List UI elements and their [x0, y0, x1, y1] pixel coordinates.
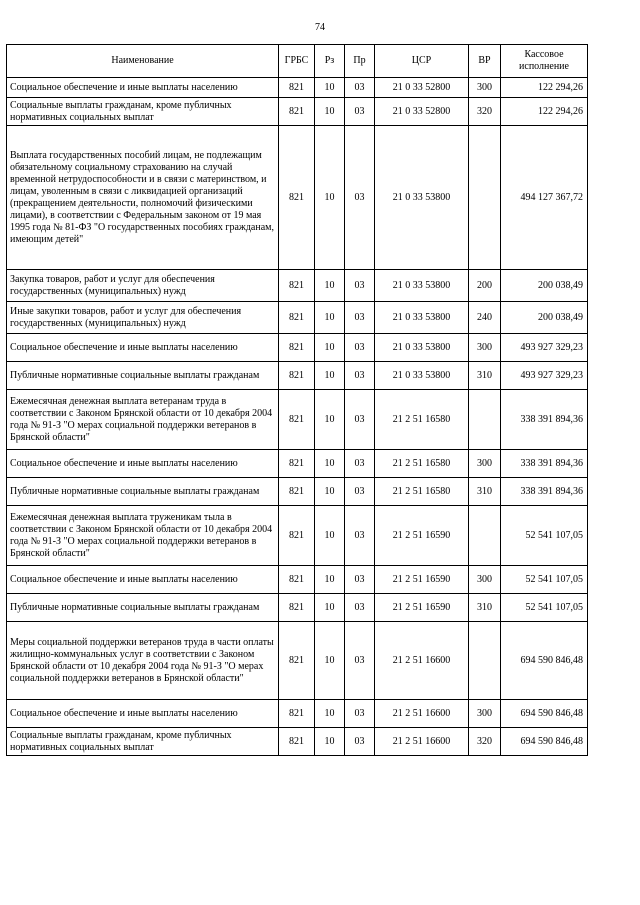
- row-pr: 03: [345, 728, 375, 756]
- row-grbs: 821: [279, 566, 315, 594]
- row-csr: 21 0 33 53800: [375, 126, 469, 270]
- table-row: [7, 566, 588, 594]
- column-header-grbs: ГРБС: [279, 45, 315, 78]
- row-vr: 300: [469, 700, 501, 728]
- budget-table: [6, 44, 588, 756]
- table-row: [7, 302, 588, 334]
- table-row: [7, 270, 588, 302]
- row-vr: 300: [469, 566, 501, 594]
- row-vr: 300: [469, 450, 501, 478]
- row-pr: 03: [345, 270, 375, 302]
- row-grbs: 821: [279, 700, 315, 728]
- row-amount: 338 391 894,36: [501, 390, 588, 450]
- column-header-name: Наименование: [7, 45, 279, 78]
- row-csr: 21 2 51 16590: [375, 566, 469, 594]
- row-name: Социальное обеспечение и иные выплаты населению: [7, 78, 279, 98]
- row-rz: 10: [315, 334, 345, 362]
- table-row: [7, 78, 588, 98]
- row-amount: 694 590 846,48: [501, 700, 588, 728]
- table-row: [7, 390, 588, 450]
- row-pr: 03: [345, 594, 375, 622]
- row-pr: 03: [345, 566, 375, 594]
- row-pr: 03: [345, 362, 375, 390]
- table-row: [7, 334, 588, 362]
- row-csr: 21 2 51 16590: [375, 506, 469, 566]
- row-rz: 10: [315, 98, 345, 126]
- table-row: [7, 362, 588, 390]
- row-csr: 21 0 33 52800: [375, 98, 469, 126]
- row-rz: 10: [315, 478, 345, 506]
- row-amount: 694 590 846,48: [501, 728, 588, 756]
- table-header-row: [7, 45, 588, 78]
- row-pr: 03: [345, 98, 375, 126]
- row-rz: 10: [315, 390, 345, 450]
- table-row: [7, 728, 588, 756]
- row-amount: 338 391 894,36: [501, 478, 588, 506]
- row-amount: 694 590 846,48: [501, 622, 588, 700]
- row-amount: 52 541 107,05: [501, 594, 588, 622]
- row-grbs: 821: [279, 478, 315, 506]
- column-header-amount-line2: исполнение: [519, 61, 569, 72]
- column-header-csr: ЦСР: [375, 45, 469, 78]
- row-csr: 21 2 51 16600: [375, 700, 469, 728]
- row-name: Социальное обеспечение и иные выплаты населению: [7, 566, 279, 594]
- row-pr: 03: [345, 700, 375, 728]
- row-vr: [469, 126, 501, 270]
- page-number: 74: [315, 22, 325, 33]
- row-name: Публичные нормативные социальные выплаты гражданам: [7, 594, 279, 622]
- row-rz: 10: [315, 302, 345, 334]
- row-amount: 122 294,26: [501, 78, 588, 98]
- row-grbs: 821: [279, 728, 315, 756]
- row-amount: 493 927 329,23: [501, 362, 588, 390]
- row-vr: [469, 622, 501, 700]
- row-csr: 21 2 51 16600: [375, 728, 469, 756]
- table-row: [7, 98, 588, 126]
- row-name: Публичные нормативные социальные выплаты гражданам: [7, 478, 279, 506]
- row-grbs: 821: [279, 450, 315, 478]
- row-name: Выплата государственных пособий лицам, не подлежащим обязательному социальному страхованию на случай временной нетрудоспособности и в связи с материнством, и лицам, уволенным в связи с ликвидацией организаций (прекращением деятельности, полномочий физическими лицами), в соответствии с Федеральным законом от 19 мая 1995 года № 81-ФЗ "О государственных пособиях гражданам, имеющим детей": [7, 126, 279, 270]
- column-header-rz: Рз: [315, 45, 345, 78]
- row-amount: 200 038,49: [501, 302, 588, 334]
- row-csr: 21 2 51 16580: [375, 478, 469, 506]
- column-header-pr: Пр: [345, 45, 375, 78]
- row-name: Ежемесячная денежная выплата ветеранам труда в соответствии с Законом Брянской области от 10 декабря 2004 года № 91-З "О мерах социальной поддержки ветеранов в Брянской области": [7, 390, 279, 450]
- row-pr: 03: [345, 126, 375, 270]
- row-vr: 310: [469, 362, 501, 390]
- row-rz: 10: [315, 700, 345, 728]
- row-pr: 03: [345, 390, 375, 450]
- row-vr: 200: [469, 270, 501, 302]
- row-grbs: 821: [279, 362, 315, 390]
- table-row: [7, 450, 588, 478]
- row-vr: [469, 506, 501, 566]
- row-name: Социальное обеспечение и иные выплаты населению: [7, 450, 279, 478]
- row-csr: 21 2 51 16600: [375, 622, 469, 700]
- row-grbs: 821: [279, 390, 315, 450]
- row-rz: 10: [315, 78, 345, 98]
- row-vr: 310: [469, 478, 501, 506]
- row-rz: 10: [315, 270, 345, 302]
- row-csr: 21 2 51 16580: [375, 390, 469, 450]
- row-pr: 03: [345, 302, 375, 334]
- row-amount: 493 927 329,23: [501, 334, 588, 362]
- row-csr: 21 0 33 53800: [375, 270, 469, 302]
- table-row: [7, 700, 588, 728]
- row-rz: 10: [315, 362, 345, 390]
- row-name: Социальное обеспечение и иные выплаты населению: [7, 334, 279, 362]
- row-rz: 10: [315, 450, 345, 478]
- row-vr: 240: [469, 302, 501, 334]
- row-grbs: 821: [279, 126, 315, 270]
- row-grbs: 821: [279, 302, 315, 334]
- row-vr: 300: [469, 334, 501, 362]
- row-vr: 320: [469, 98, 501, 126]
- row-grbs: 821: [279, 270, 315, 302]
- column-header-amount: [501, 45, 588, 78]
- row-csr: 21 2 51 16580: [375, 450, 469, 478]
- row-pr: 03: [345, 450, 375, 478]
- row-amount: 52 541 107,05: [501, 566, 588, 594]
- row-rz: 10: [315, 622, 345, 700]
- row-name: Социальное обеспечение и иные выплаты населению: [7, 700, 279, 728]
- row-pr: 03: [345, 478, 375, 506]
- row-pr: 03: [345, 334, 375, 362]
- row-csr: 21 0 33 52800: [375, 78, 469, 98]
- row-name: Социальные выплаты гражданам, кроме публичных нормативных социальных выплат: [7, 728, 279, 756]
- row-csr: 21 0 33 53800: [375, 362, 469, 390]
- row-pr: 03: [345, 78, 375, 98]
- row-grbs: 821: [279, 98, 315, 126]
- row-rz: 10: [315, 566, 345, 594]
- row-csr: 21 2 51 16590: [375, 594, 469, 622]
- row-grbs: 821: [279, 622, 315, 700]
- table-row: [7, 126, 588, 270]
- table-body: [7, 78, 588, 756]
- row-amount: 338 391 894,36: [501, 450, 588, 478]
- table-row: [7, 506, 588, 566]
- table-row: [7, 478, 588, 506]
- row-name: Социальные выплаты гражданам, кроме публичных нормативных социальных выплат: [7, 98, 279, 126]
- row-vr: 300: [469, 78, 501, 98]
- row-vr: [469, 390, 501, 450]
- row-grbs: 821: [279, 334, 315, 362]
- row-csr: 21 0 33 53800: [375, 334, 469, 362]
- column-header-amount-line1: Кассовое: [524, 49, 564, 60]
- row-rz: 10: [315, 506, 345, 566]
- row-vr: 310: [469, 594, 501, 622]
- row-vr: 320: [469, 728, 501, 756]
- row-grbs: 821: [279, 78, 315, 98]
- row-amount: 52 541 107,05: [501, 506, 588, 566]
- row-amount: 200 038,49: [501, 270, 588, 302]
- row-rz: 10: [315, 126, 345, 270]
- row-name: Закупка товаров, работ и услуг для обеспечения государственных (муниципальных) нужд: [7, 270, 279, 302]
- row-pr: 03: [345, 622, 375, 700]
- row-grbs: 821: [279, 594, 315, 622]
- row-rz: 10: [315, 728, 345, 756]
- column-header-vr: ВР: [469, 45, 501, 78]
- row-name: Публичные нормативные социальные выплаты гражданам: [7, 362, 279, 390]
- row-csr: 21 0 33 53800: [375, 302, 469, 334]
- row-name: Ежемесячная денежная выплата труженикам тыла в соответствии с Законом Брянской области от 10 декабря 2004 года № 91-З "О мерах социальной поддержки ветеранов в Брянской области": [7, 506, 279, 566]
- table-row: [7, 594, 588, 622]
- row-name: Иные закупки товаров, работ и услуг для обеспечения государственных (муниципальных) нужд: [7, 302, 279, 334]
- row-pr: 03: [345, 506, 375, 566]
- row-amount: 494 127 367,72: [501, 126, 588, 270]
- row-rz: 10: [315, 594, 345, 622]
- row-name: Меры социальной поддержки ветеранов труда в части оплаты жилищно-коммунальных услуг в соответствии с Законом Брянской области от 10 декабря 2004 года № 91-З "О мерах социальной поддержки ветеранов в Брянской области": [7, 622, 279, 700]
- row-grbs: 821: [279, 506, 315, 566]
- row-amount: 122 294,26: [501, 98, 588, 126]
- table-row: [7, 622, 588, 700]
